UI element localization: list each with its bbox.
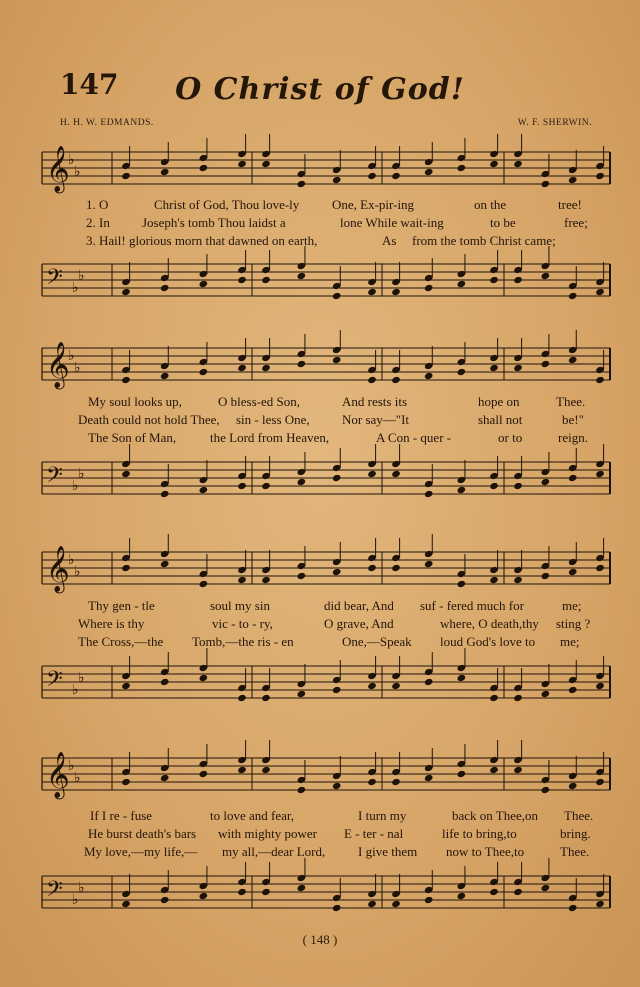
- note-head: [121, 778, 131, 786]
- note-head: [160, 284, 170, 292]
- note-head: [541, 786, 551, 794]
- bass-staff: [42, 654, 610, 714]
- note-head: [237, 888, 247, 896]
- note-head: [595, 900, 605, 908]
- treble-staff: [42, 336, 610, 396]
- treble-clef-icon: 𝄞: [46, 342, 70, 388]
- note-head: [121, 172, 131, 180]
- bass-staff: [42, 450, 610, 510]
- note-head: [237, 576, 247, 584]
- lyric-segment: with mighty power: [218, 826, 317, 841]
- note-head: [297, 360, 307, 368]
- flat-icon: ♭: [78, 268, 85, 284]
- flat-icon: ♭: [68, 152, 75, 168]
- note-head: [332, 782, 342, 790]
- bass-clef-icon: 𝄢: [46, 877, 63, 907]
- flat-icon: ♭: [74, 564, 81, 580]
- lyric-segment: O grave, And: [324, 616, 394, 631]
- note-head: [199, 368, 209, 376]
- bass-staff: [42, 864, 610, 924]
- note-head: [595, 376, 605, 384]
- lyric-segment: 3. Hail! glorious morn that dawned on earth,: [86, 233, 318, 248]
- verse-line: [42, 826, 610, 842]
- note-head: [568, 686, 578, 694]
- flat-icon: ♭: [68, 758, 75, 774]
- bass-staff: [42, 252, 610, 312]
- note-head: [424, 678, 434, 686]
- note-head: [489, 766, 499, 774]
- note-head: [199, 770, 209, 778]
- note-head: [160, 490, 170, 498]
- note-head: [391, 376, 401, 384]
- note-head: [513, 766, 523, 774]
- lyric-segment: The Cross,—the: [78, 634, 164, 649]
- verse-line: [42, 430, 610, 446]
- verse-line: [42, 808, 610, 824]
- note-head: [489, 482, 499, 490]
- lyric-segment: And rests its: [342, 394, 407, 409]
- lyric-segment: free;: [564, 215, 588, 230]
- lyric-segment: The Son of Man,: [88, 430, 177, 445]
- note-head: [541, 272, 551, 280]
- note-head: [160, 372, 170, 380]
- flat-icon: ♭: [72, 478, 79, 494]
- note-head: [424, 372, 434, 380]
- lyric-segment: shall not: [478, 412, 523, 427]
- lyric-segment: to be: [490, 215, 516, 230]
- lyric-segment: I turn my: [358, 808, 407, 823]
- lyric-segment: where, O death,thy: [440, 616, 539, 631]
- note-head: [513, 576, 523, 584]
- note-head: [457, 674, 467, 682]
- note-head: [367, 564, 377, 572]
- note-head: [160, 168, 170, 176]
- note-head: [424, 284, 434, 292]
- note-head: [121, 900, 131, 908]
- note-head: [121, 682, 131, 690]
- flat-icon: ♭: [78, 880, 85, 896]
- lyric-segment: Christ of God, Thou love-ly: [154, 197, 300, 212]
- lyric-segment: Where is thy: [78, 616, 145, 631]
- note-head: [489, 160, 499, 168]
- note-head: [367, 288, 377, 296]
- note-head: [367, 778, 377, 786]
- note-head: [424, 896, 434, 904]
- lyric-segment: My love,—my life,—: [84, 844, 198, 859]
- note-head: [297, 786, 307, 794]
- note-head: [367, 900, 377, 908]
- note-head: [160, 774, 170, 782]
- lyric-segment: O bless-ed Son,: [218, 394, 300, 409]
- lyric-segment: Thee.: [564, 808, 594, 823]
- note-head: [237, 276, 247, 284]
- note-head: [424, 560, 434, 568]
- flat-icon: ♭: [74, 164, 81, 180]
- lyric-segment: Thy gen - tle: [88, 598, 155, 613]
- verse-line: [42, 394, 610, 410]
- note-head: [332, 686, 342, 694]
- lyric-segment: Thee.: [556, 394, 586, 409]
- note-head: [297, 884, 307, 892]
- note-head: [568, 356, 578, 364]
- note-head: [595, 564, 605, 572]
- bass-clef-icon: 𝄢: [46, 265, 63, 295]
- lyric-segment: 2. In: [86, 215, 110, 230]
- flat-icon: ♭: [74, 770, 81, 786]
- bass-clef-icon: 𝄢: [46, 667, 63, 697]
- note-head: [261, 576, 271, 584]
- note-head: [261, 888, 271, 896]
- note-head: [424, 490, 434, 498]
- note-head: [261, 766, 271, 774]
- note-head: [541, 360, 551, 368]
- lyric-segment: One, Ex-pir-ing: [332, 197, 415, 212]
- note-head: [332, 904, 342, 912]
- note-head: [568, 474, 578, 482]
- note-head: [595, 778, 605, 786]
- lyric-segment: Tomb,—the ris - en: [192, 634, 294, 649]
- note-head: [568, 568, 578, 576]
- note-head: [391, 564, 401, 572]
- note-head: [489, 276, 499, 284]
- flat-icon: ♭: [72, 280, 79, 296]
- verse-line: [42, 215, 610, 231]
- flat-icon: ♭: [72, 892, 79, 908]
- note-head: [199, 674, 209, 682]
- note-head: [513, 276, 523, 284]
- note-head: [367, 172, 377, 180]
- lyric-segment: reign.: [558, 430, 588, 445]
- note-head: [367, 470, 377, 478]
- note-head: [595, 470, 605, 478]
- lyric-segment: I give them: [358, 844, 418, 859]
- verse-line: [42, 412, 610, 428]
- note-head: [391, 778, 401, 786]
- flat-icon: ♭: [72, 682, 79, 698]
- lyric-segment: sin - less One,: [236, 412, 310, 427]
- note-head: [513, 694, 523, 702]
- note-head: [261, 364, 271, 372]
- note-head: [424, 774, 434, 782]
- note-head: [391, 900, 401, 908]
- lyricist-credit: H. H. W. EDMANDS.: [60, 118, 154, 128]
- lyric-segment: be!": [562, 412, 584, 427]
- note-head: [391, 172, 401, 180]
- lyric-segment: Joseph's tomb Thou laidst a: [142, 215, 286, 230]
- lyric-segment: me;: [562, 598, 582, 613]
- lyric-segment: A Con - quer -: [376, 430, 452, 445]
- note-head: [160, 896, 170, 904]
- verse-line: [42, 844, 610, 860]
- lyric-segment: life to bring,to: [442, 826, 517, 841]
- lyric-segment: 1. O: [86, 197, 109, 212]
- note-head: [121, 376, 131, 384]
- treble-staff: [42, 140, 610, 200]
- lyric-segment: did bear, And: [324, 598, 394, 613]
- lyric-segment: on the: [474, 197, 507, 212]
- note-head: [457, 280, 467, 288]
- note-head: [513, 888, 523, 896]
- note-head: [541, 690, 551, 698]
- verse-line: [42, 233, 610, 249]
- verse-line: [42, 634, 610, 650]
- note-head: [367, 682, 377, 690]
- note-head: [541, 478, 551, 486]
- note-head: [424, 168, 434, 176]
- lyric-segment: Thee.: [560, 844, 590, 859]
- hymn-number: 147: [60, 68, 119, 101]
- flat-icon: ♭: [68, 552, 75, 568]
- treble-clef-icon: 𝄞: [46, 546, 70, 592]
- lyric-segment: hope on: [478, 394, 520, 409]
- note-head: [489, 694, 499, 702]
- note-head: [568, 292, 578, 300]
- note-head: [332, 356, 342, 364]
- note-head: [457, 892, 467, 900]
- lyric-segment: me;: [560, 634, 580, 649]
- lyric-segment: soul my sin: [210, 598, 270, 613]
- flat-icon: ♭: [68, 348, 75, 364]
- note-head: [297, 478, 307, 486]
- treble-clef-icon: 𝄞: [46, 146, 70, 192]
- lyric-segment: He burst death's bars: [88, 826, 197, 841]
- verse-line: [42, 197, 610, 213]
- bass-clef-icon: 𝄢: [46, 463, 63, 493]
- note-head: [237, 364, 247, 372]
- lyric-segment: back on Thee,on: [452, 808, 539, 823]
- note-head: [261, 694, 271, 702]
- lyric-segment: Death could not hold Thee,: [78, 412, 220, 427]
- verse-line: [42, 598, 610, 614]
- note-head: [199, 280, 209, 288]
- note-head: [489, 364, 499, 372]
- note-head: [332, 568, 342, 576]
- note-head: [297, 690, 307, 698]
- hymn-title: O Christ of God!: [175, 72, 465, 107]
- note-head: [199, 486, 209, 494]
- lyric-segment: As: [382, 233, 397, 248]
- note-head: [199, 164, 209, 172]
- note-head: [457, 770, 467, 778]
- lyric-segment: loud God's love to: [440, 634, 536, 649]
- lyric-segment: Nor say—"It: [342, 412, 410, 427]
- note-head: [391, 470, 401, 478]
- note-head: [199, 892, 209, 900]
- note-head: [457, 486, 467, 494]
- note-head: [489, 888, 499, 896]
- note-head: [121, 288, 131, 296]
- note-head: [367, 376, 377, 384]
- lyric-segment: from the tomb Christ came;: [412, 233, 556, 248]
- lyric-segment: If I re - fuse: [90, 808, 153, 823]
- note-head: [568, 904, 578, 912]
- note-head: [595, 288, 605, 296]
- lyric-segment: lone While wait-ing: [340, 215, 444, 230]
- page-number: ( 148 ): [302, 932, 338, 947]
- note-head: [541, 884, 551, 892]
- lyric-segment: to love and fear,: [210, 808, 294, 823]
- note-head: [332, 176, 342, 184]
- note-head: [332, 292, 342, 300]
- lyric-segment: One,—Speak: [342, 634, 412, 649]
- note-head: [121, 470, 131, 478]
- flat-icon: ♭: [78, 670, 85, 686]
- note-head: [391, 288, 401, 296]
- lyric-segment: bring.: [560, 826, 591, 841]
- note-head: [568, 782, 578, 790]
- note-head: [121, 564, 131, 572]
- note-head: [541, 572, 551, 580]
- composer-credit: W. F. SHERWIN.: [517, 118, 592, 128]
- note-head: [237, 482, 247, 490]
- treble-staff: [42, 540, 610, 600]
- note-head: [261, 276, 271, 284]
- lyric-segment: sting ?: [556, 616, 591, 631]
- treble-clef-icon: 𝄞: [46, 752, 70, 798]
- note-head: [237, 694, 247, 702]
- note-head: [513, 364, 523, 372]
- note-head: [457, 368, 467, 376]
- flat-icon: ♭: [74, 360, 81, 376]
- lyric-segment: the Lord from Heaven,: [210, 430, 330, 445]
- lyric-segment: tree!: [558, 197, 582, 212]
- note-head: [297, 272, 307, 280]
- note-head: [513, 160, 523, 168]
- lyric-segment: vic - to - ry,: [212, 616, 273, 631]
- note-head: [237, 766, 247, 774]
- note-head: [568, 176, 578, 184]
- note-head: [457, 164, 467, 172]
- lyric-segment: suf - fered much for: [420, 598, 524, 613]
- note-head: [332, 474, 342, 482]
- lyric-segment: now to Thee,to: [446, 844, 525, 859]
- note-head: [457, 580, 467, 588]
- note-head: [297, 180, 307, 188]
- lyric-segment: my all,—dear Lord,: [222, 844, 326, 859]
- note-head: [513, 482, 523, 490]
- treble-staff: [42, 746, 610, 806]
- note-head: [261, 160, 271, 168]
- note-head: [489, 576, 499, 584]
- flat-icon: ♭: [78, 466, 85, 482]
- note-head: [595, 172, 605, 180]
- note-head: [595, 682, 605, 690]
- note-head: [541, 180, 551, 188]
- lyric-segment: E - ter - nal: [344, 826, 404, 841]
- note-head: [261, 482, 271, 490]
- note-head: [160, 678, 170, 686]
- note-head: [199, 580, 209, 588]
- lyric-segment: My soul looks up,: [88, 394, 182, 409]
- note-head: [237, 160, 247, 168]
- note-head: [160, 560, 170, 568]
- note-head: [391, 682, 401, 690]
- verse-line: [42, 616, 610, 632]
- lyric-segment: or to: [498, 430, 523, 445]
- note-head: [297, 572, 307, 580]
